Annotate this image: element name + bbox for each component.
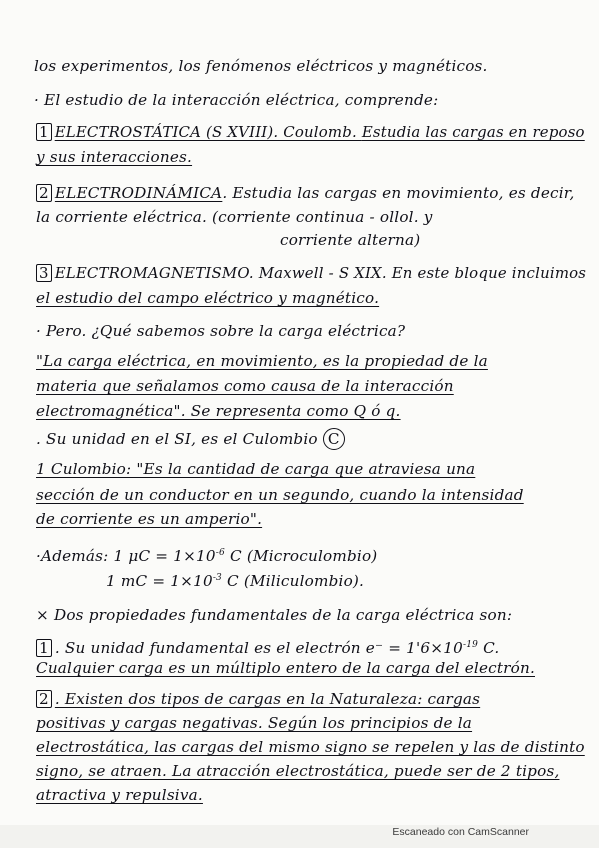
item-number-box: 1	[36, 123, 52, 141]
text-line-6: la corriente eléctrica. (corriente continua - ollol. y	[36, 208, 433, 226]
text-line-19: 1 mC = $1\times 10^{-3}$ C (Miliculombio).	[106, 572, 365, 591]
text-line-2: · El estudio de la interacción eléctrica, comprende:	[34, 91, 439, 109]
text-line-4: y sus interacciones.	[36, 148, 193, 166]
unit-circle: C	[323, 428, 345, 450]
item-number-box: 2	[36, 690, 52, 708]
text-line-13: electromagnética". Se representa como Q ó q.	[36, 402, 401, 420]
text-line-25: electrostática, las cargas del mismo signo se repelen y las de distinto	[36, 738, 585, 756]
text-line-20: × Dos propiedades fundamentales de la carga eléctrica son:	[36, 606, 513, 624]
text-line-22: Cualquier carga es un múltiplo entero de la carga del electrón.	[36, 659, 535, 677]
text-line-21: 1 . Su unidad fundamental es el electrón $e^- = 1'6\times 10^{-19}$ C.	[36, 634, 499, 659]
text-line-1: los experimentos, los fenómenos eléctricos y magnéticos.	[34, 57, 488, 75]
text-line-16: sección de un conductor en un segundo, cuando la intensidad	[36, 486, 524, 504]
text-line-15: 1 Culombio: "Es la cantidad de carga que atraviesa una	[36, 460, 476, 478]
item-number-box: 2	[36, 184, 52, 202]
text-line-9: el estudio del campo eléctrico y magnético.	[36, 289, 380, 307]
text-line-18: ·Además: 1 $\mu C = 1\times 10^{-6}$ C (Microculombio)	[36, 547, 378, 566]
text-line-23: 2 . Existen dos tipos de cargas en la Naturaleza: cargas	[36, 688, 480, 710]
text-line-17: de corriente es un amperio".	[36, 510, 263, 528]
item-number-box: 3	[36, 264, 52, 282]
text-line-10: · Pero. ¿Qué sabemos sobre la carga eléctrica?	[36, 322, 406, 340]
text-line-27: atractiva y repulsiva.	[36, 786, 203, 804]
text-line-14: . Su unidad en el SI, es el Culombio C	[36, 428, 345, 450]
scanner-watermark: Escaneado con CamScanner	[392, 826, 529, 838]
text-line-8: 3 ELECTROMAGNETISMO. Maxwell - S XIX. En este bloque incluimos	[36, 262, 586, 284]
text-line-11: "La carga eléctrica, en movimiento, es la propiedad de la	[36, 352, 488, 370]
text-line-3: 1 ELECTROSTÁTICA (S XVIII). Coulomb. Estudia las cargas en reposo	[36, 121, 585, 143]
item-number-box: 1	[36, 639, 52, 657]
text-line-24: positivas y cargas negativas. Según los principios de la	[36, 714, 473, 732]
text-line-5: 2 ELECTRODINÁMICA. Estudia las cargas en movimiento, es decir,	[36, 182, 575, 204]
text-line-7: corriente alterna)	[280, 231, 421, 249]
text-line-26: signo, se atraen. La atracción electrostática, puede ser de 2 tipos,	[36, 762, 560, 780]
text-line-12: materia que señalamos como causa de la interacción	[36, 377, 454, 395]
